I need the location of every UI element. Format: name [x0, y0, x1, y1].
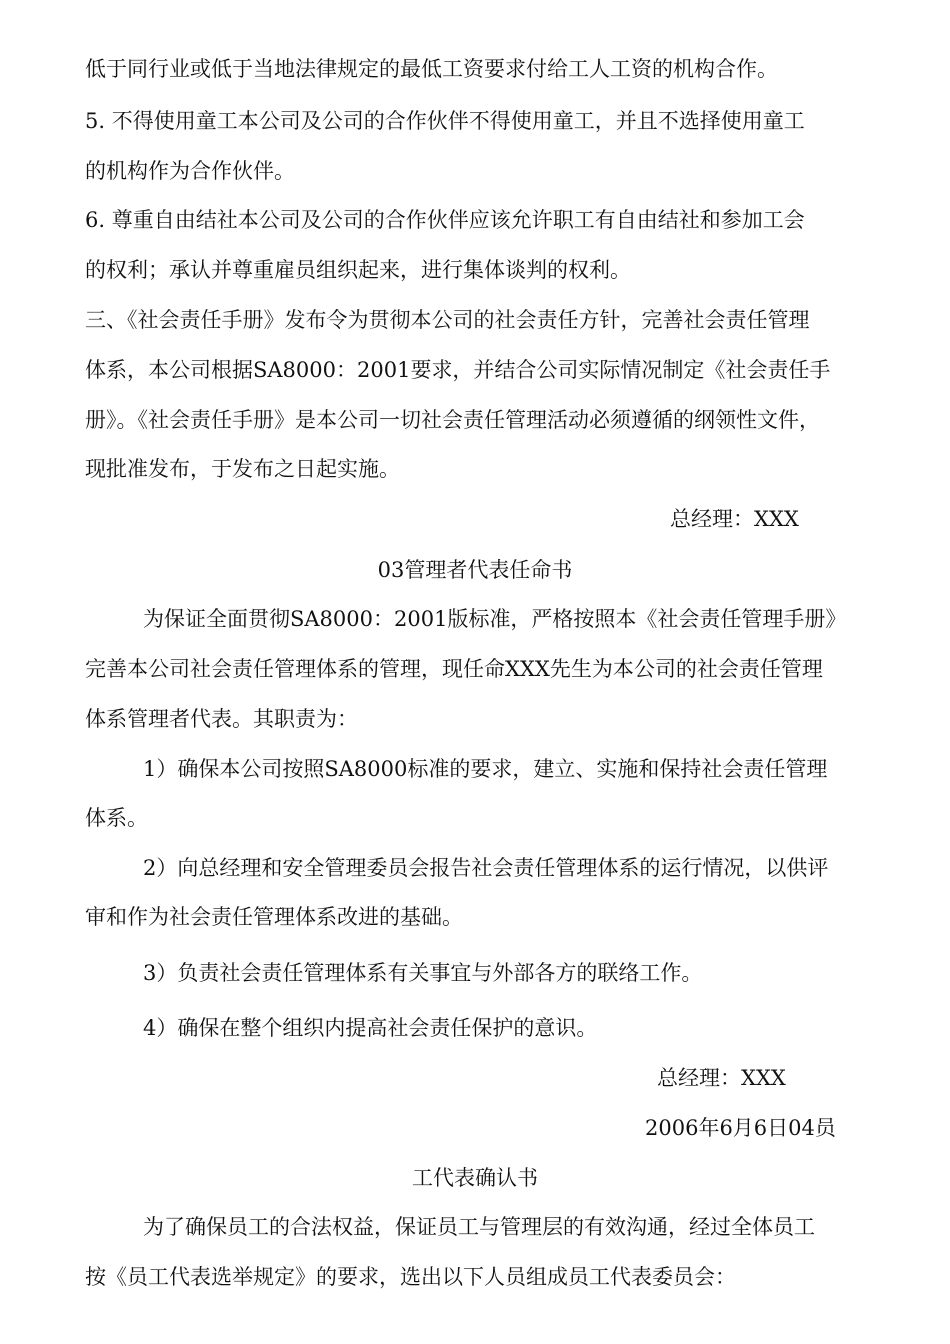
text-line: 6. 尊重自由结社本公司及公司的合作伙伴应该允许职工有自由结社和参加工会 [85, 208, 805, 232]
text-line: 完善本公司社会责任管理体系的管理，现任命XXX先生为本公司的社会责任管理 [85, 657, 823, 681]
text-line: 三、《社会责任手册》发布令为贯彻本公司的社会责任方针，完善社会责任管理 [85, 308, 810, 332]
signature-general-manager: 总经理：XXX [670, 507, 799, 531]
text-line: 2）向总经理和安全管理委员会报告社会责任管理体系的运行情况，以供评 [143, 856, 829, 880]
text-line: 体系管理者代表。其职责为： [85, 707, 358, 731]
text-line: 为了确保员工的合法权益，保证员工与管理层的有效沟通，经过全体员工 [143, 1215, 815, 1239]
text-line: 按《员工代表选举规定》的要求，选出以下人员组成员工代表委员会： [85, 1265, 736, 1289]
section-title: 03管理者代表任命书 [377, 558, 573, 582]
text-line: 册》。《社会责任手册》是本公司一切社会责任管理活动必须遵循的纲领性文件， [85, 408, 820, 432]
text-line: 1）确保本公司按照SA8000标准的要求，建立、实施和保持社会责任管理 [143, 757, 828, 781]
text-line: 低于同行业或低于当地法律规定的最低工资要求付给工人工资的机构合作。 [85, 57, 778, 81]
text-line: 审和作为社会责任管理体系改进的基础。 [85, 905, 463, 929]
text-line: 为保证全面贯彻SA8000：2001版标准，严格按照本《社会责任管理手册》 [143, 607, 847, 631]
text-line: 体系。 [85, 806, 148, 830]
text-line: 4）确保在整个组织内提高社会责任保护的意识。 [143, 1016, 598, 1040]
text-line: 5. 不得使用童工本公司及公司的合作伙伴不得使用童工，并且不选择使用童工 [85, 109, 805, 133]
text-line: 的权利；承认并尊重雇员组织起来，进行集体谈判的权利。 [85, 258, 631, 282]
section-title: 工代表确认书 [412, 1166, 538, 1190]
text-line: 的机构作为合作伙伴。 [85, 159, 295, 183]
text-line: 3）负责社会责任管理体系有关事宜与外部各方的联络工作。 [143, 961, 703, 985]
text-line: 体系，本公司根据SA8000：2001要求，并结合公司实际情况制定《社会责任手 [85, 358, 831, 382]
text-line: 现批准发布，于发布之日起实施。 [85, 457, 400, 481]
date-line: 2006年6月6日04员 [645, 1116, 836, 1140]
signature-general-manager: 总经理：XXX [657, 1066, 786, 1090]
